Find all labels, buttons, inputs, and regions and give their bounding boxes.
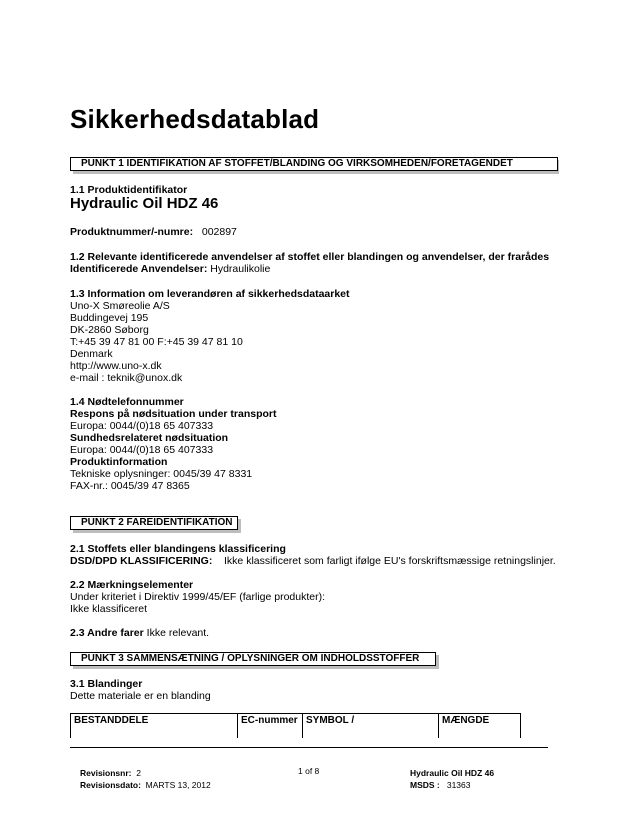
health-label: Sundhedsrelateret nødsituation	[70, 432, 229, 444]
health-value: Europa: 0044/(0)18 65 407333	[70, 444, 214, 456]
s13-label: 1.3 Information om leverandøren af sikkerhedsdataarket	[70, 288, 350, 300]
footer-msds	[410, 779, 470, 791]
msds-value: 31363	[446, 780, 471, 790]
s12-label: 1.2 Relevante identificerede anvendelser af stoffet eller blandingen og anvendelser, der frarådes	[70, 251, 550, 263]
dsd-value: Ikke klassificeret som farligt ifølge EU's forskriftsmæssige retningslinjer.	[224, 555, 556, 567]
section-3-header	[70, 652, 436, 667]
footer-product-name: Hydraulic Oil HDZ 46	[410, 768, 495, 778]
productinfo-label: Produktinformation	[70, 456, 168, 468]
footer-page-number: 1 of 8	[298, 766, 320, 776]
uses-value: Hydraulikolie	[210, 263, 271, 275]
supplier-line: Denmark	[70, 348, 113, 360]
document-title: Sikkerhedsdatablad	[70, 104, 320, 134]
footer-revision-number	[80, 767, 141, 779]
dsd-label: DSD/DPD KLASSIFICERING:	[70, 555, 213, 567]
table-header-cell: SYMBOL /	[306, 715, 355, 726]
section-2-header	[70, 516, 238, 531]
s31-label: 3.1 Blandinger	[70, 678, 143, 690]
s22-line-2: Ikke klassificeret	[70, 603, 148, 615]
product-number-line	[70, 226, 237, 238]
s23-line	[70, 627, 209, 639]
s22-line-1: Under kriteriet i Direktiv 1999/45/EF (farlige produkter):	[70, 591, 326, 603]
rev-no-value: 2	[136, 768, 141, 778]
table-header-cell: BESTANDDELE	[74, 715, 149, 726]
supplier-line: DK-2860 Søborg	[70, 324, 149, 336]
product-number-label: Produktnummer/-numre:	[70, 226, 194, 238]
product-number-value: 002897	[201, 226, 237, 238]
supplier-line: Buddingevej 195	[70, 312, 149, 324]
tech-info: Tekniske oplysninger: 0045/39 47 8331	[70, 468, 253, 480]
supplier-website: http://www.uno-x.dk	[70, 360, 162, 372]
product-name: Hydraulic Oil HDZ 46	[70, 195, 219, 212]
table-header-cell: EC-nummer	[241, 715, 298, 726]
supplier-line: Uno-X Smøreolie A/S	[70, 300, 170, 312]
footer-revision-date	[80, 779, 211, 791]
transport-value: Europa: 0044/(0)18 65 407333	[70, 420, 214, 432]
section-2-header-text: PUNKT 2 FAREIDENTIFIKATION	[70, 516, 238, 530]
fax-number: FAX-nr.: 0045/39 47 8365	[70, 480, 190, 492]
rev-date-value: MARTS 13, 2012	[145, 780, 211, 790]
section-3-header-text: PUNKT 3 SAMMENSÆTNING / OPLYSNINGER OM INDHOLDSSTOFFER	[70, 652, 436, 666]
rev-date-label: Revisionsdato:	[80, 780, 141, 790]
msds-label: MSDS :	[410, 780, 440, 790]
s23-value: Ikke relevant.	[146, 627, 210, 639]
supplier-line: T:+45 39 47 81 00 F:+45 39 47 81 10	[70, 336, 243, 348]
uses-label: Identificerede Anvendelser:	[70, 263, 208, 275]
s21-label: 2.1 Stoffets eller blandingens klassificering	[70, 543, 286, 555]
transport-label: Respons på nødsituation under transport	[70, 408, 277, 420]
section-1-header-text: PUNKT 1 IDENTIFIKATION AF STOFFET/BLANDING OG VIRKSOMHEDEN/FORETAGENDET	[70, 157, 558, 171]
dsd-line	[70, 555, 556, 567]
rev-no-label: Revisionsnr:	[80, 768, 132, 778]
s22-label: 2.2 Mærkningselementer	[70, 579, 194, 591]
footer-divider	[70, 747, 548, 748]
section-1-header	[70, 157, 558, 172]
s14-label: 1.4 Nødtelefonnummer	[70, 396, 184, 408]
table-header-cell: MÆNGDE	[442, 715, 490, 726]
s31-value: Dette materiale er en blanding	[70, 690, 211, 702]
composition-table-header	[70, 713, 521, 738]
supplier-email: e-mail : teknik@unox.dk	[70, 372, 183, 384]
s11-label: 1.1 Produktidentifikator	[70, 184, 188, 196]
s23-label: 2.3 Andre farer	[70, 627, 144, 639]
uses-line	[70, 263, 270, 275]
